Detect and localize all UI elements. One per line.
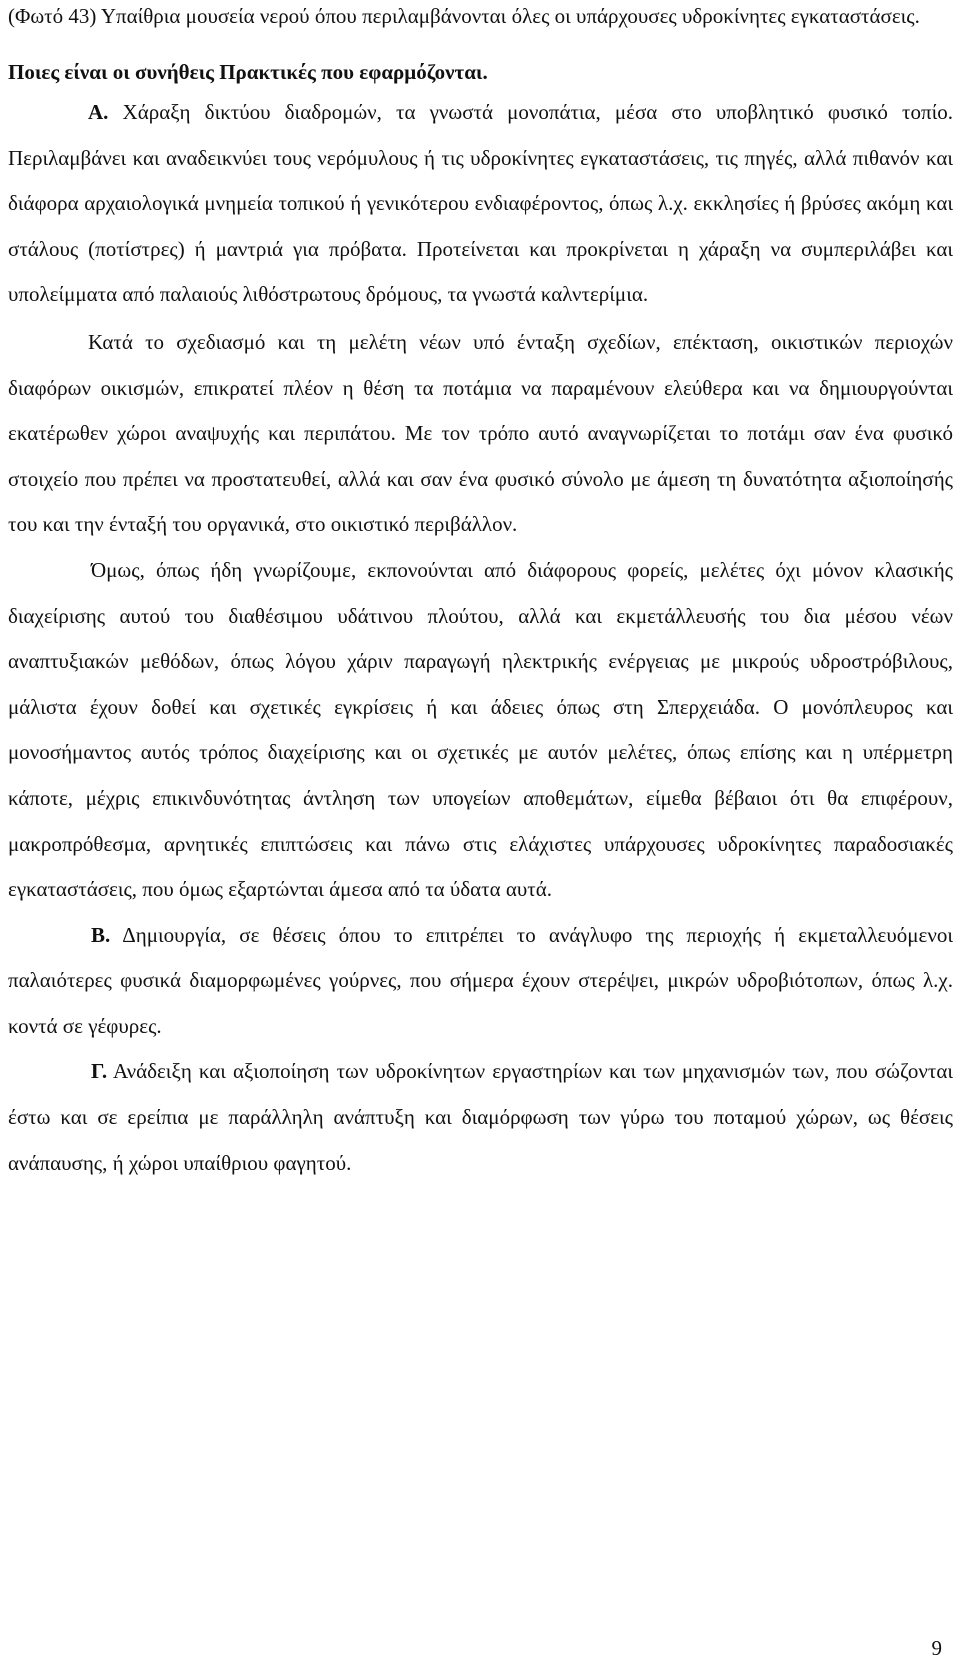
item-g-text: Ανάδειξη και αξιοποίηση των υδροκίνητων εργαστηρίων και των μηχανισμών των, που σώζονται έστω και σε ερείπια με παράλληλη ανάπτυξη και διαμόρφωση των γύρω του ποταμού χώρων, ως θέσεις ανάπαυσης, ή χώροι υπαίθριου φαγητού. xyxy=(8,1059,953,1175)
section-heading: Ποιες είναι οι συνήθεις Πρακτικές που εφαρμόζονται. xyxy=(8,60,488,84)
practice-item-a xyxy=(8,90,953,318)
practice-item-b xyxy=(8,913,953,1050)
paragraph-management: Όμως, όπως ήδη γνωρίζουμε, εκπονούνται από διάφορους φορείς, μελέτες όχι μόνον κλασικής διαχείρισης αυτού του διαθέσιμου υδάτινου πλούτου, αλλά και εκμετάλλευσής του δια μέσου νέων αναπτυξιακών μεθόδων, όπως λόγου χάριν παραγωγή ηλεκτρικής ενέργειας με μικρούς υδροστρόβιλους, μάλιστα έχουν δοθεί και σχετικές εγκρίσεις ή και άδειες όπως στη Σπερχειάδα. Ο μονόπλευρος και μονοσήμαντος αυτός τρόπος διαχείρισης και οι σχετικές με αυτόν μελέτες, όπως επίσης και η υπέρμετρη κάποτε, μέχρις επικινδυνότητας άντληση των υπογείων αποθεμάτων, είμεθα βέβαιοι ότι θα επιφέρουν, μακροπρόθεσμα, αρνητικές επιπτώσεις και πάνω στις ελάχιστες υπάρχουσες υδροκίνητες παραδοσιακές εγκαταστάσεις, που όμως εξαρτώνται άμεσα από τα ύδατα αυτά. xyxy=(8,557,953,902)
item-b-label: Β. xyxy=(91,922,111,947)
item-g-label: Γ. xyxy=(91,1059,108,1084)
photo-caption: (Φωτό 43) Υπαίθρια μουσεία νερού όπου περιλαμβάνονται όλες οι υπάρχουσες υδροκίνητες εγκαταστάσεις. xyxy=(8,4,920,28)
page-body xyxy=(8,0,953,1186)
page-number: 9 xyxy=(931,1636,942,1660)
item-b-text: Δημιουργία, σε θέσεις όπου το επιτρέπει το ανάγλυφο της περιοχής ή εκμεταλλευόμενοι παλαιότερες φυσικά διαμορφωμένες γούρνες, που σήμερα έχουν στερέψει, μικρών υδροβιότοπων, όπως λ.χ. κοντά σε γέφυρες. xyxy=(8,922,953,1038)
item-a-text: Χάραξη δικτύου διαδρομών, τα γνωστά μονοπάτια, μέσα στο υποβλητικό φυσικό τοπίο. Περιλαμβάνει και αναδεικνύει τους νερόμυλους ή τις υδροκίνητες εγκαταστάσεις, τις πηγές, αλλά πιθανόν και διάφορα αρχαιολογικά μνημεία τοπικού ή γενικότερου ενδιαφέροντος, όπως λ.χ. εκκλησίες ή βρύσες ακόμη και στάλους (ποτίστρες) ή μαντριά για πρόβατα. Προτείνεται και προκρίνεται η χάραξη να συμπεριλάβει και υπολείμματα από παλαιούς λιθόστρωτους δρόμους, τα γνωστά καλντερίμια. xyxy=(8,100,953,307)
paragraph-planning: Κατά το σχεδιασμό και τη μελέτη νέων υπό ένταξη σχεδίων, επέκταση, οικιστικών περιοχών διαφόρων οικισμών, επικρατεί πλέον η θέση τα ποτάμια να παραμένουν ελεύθερα και να δημιουργούνται εκατέρωθεν χώροι αναψυχής και περιπάτου. Με τον τρόπο αυτό αναγνωρίζεται το ποτάμι σαν ένα φυσικό στοιχείο που πρέπει να προστατευθεί, αλλά και σαν ένα φυσικό σύνολο με άμεση τη δυνατότητα αξιοποίησής του και την ένταξή του οργανικά, στο οικιστικό περιβάλλον. xyxy=(8,329,953,537)
practice-item-g xyxy=(8,1049,953,1186)
item-a-label: Α. xyxy=(88,100,109,124)
